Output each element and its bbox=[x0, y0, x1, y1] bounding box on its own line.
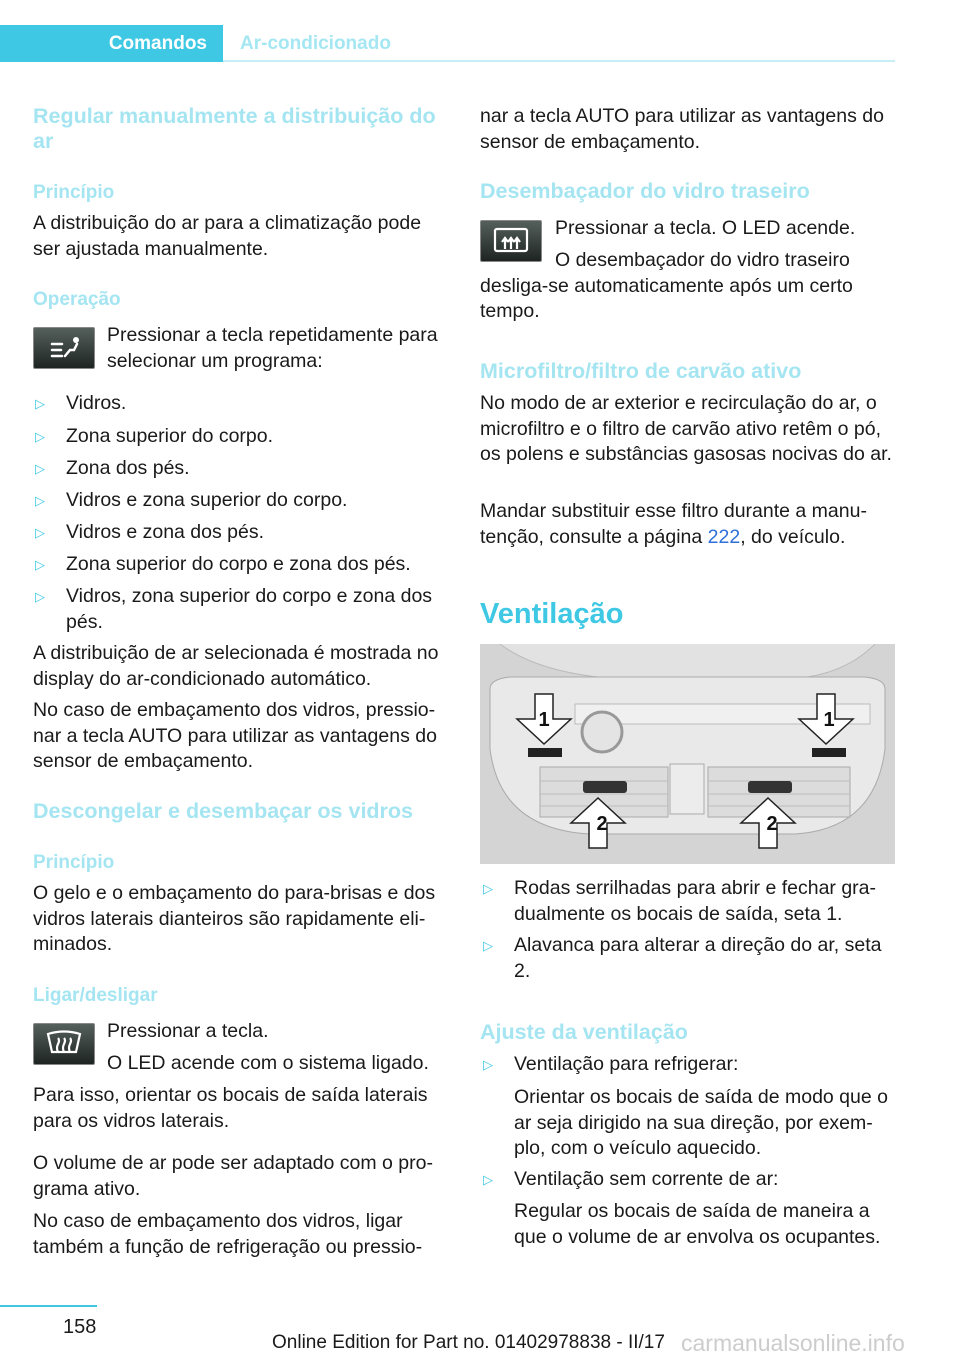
heading-ventilacao: Ventilação bbox=[480, 598, 624, 630]
air-distribution-button-icon bbox=[33, 327, 95, 369]
arrow-label-2: 2 bbox=[766, 813, 778, 835]
paragraph: No caso de embaçamento dos vidros, ligar também a função de refrigeração ou pressio- bbox=[33, 1210, 423, 1258]
list-item: Zona superior do corpo. bbox=[66, 425, 274, 447]
text: Mandar substituir esse filtro durante a manutenção, consulte a página bbox=[480, 500, 867, 548]
list-item: Zona dos pés. bbox=[66, 457, 190, 479]
paragraph: O gelo e o embaçamento do para-brisas e dos vidros laterais dianteiros são rapidamente eliminados. bbox=[33, 882, 436, 955]
list-item-label: Ventilação para refrigerar: bbox=[514, 1053, 739, 1075]
text: , do veículo. bbox=[740, 525, 846, 548]
bullet-icon: ▷ bbox=[35, 589, 45, 604]
ventilation-figure bbox=[480, 644, 895, 864]
list-item-label: Ventilação sem corrente de ar: bbox=[514, 1168, 779, 1190]
heading-principio: Princípio bbox=[33, 852, 115, 873]
list-item: Zona superior do corpo e zona dos pés. bbox=[66, 553, 411, 575]
bullet-icon: ▷ bbox=[35, 429, 45, 444]
paragraph: Pressionar a tecla. bbox=[107, 1020, 269, 1042]
heading-ligar: Ligar/desligar bbox=[33, 985, 158, 1006]
arrow-label-1: 1 bbox=[538, 709, 550, 731]
list-item: Rodas serrilhadas para abrir e fechar gradualmente os bocais de saída, seta 1. bbox=[514, 877, 877, 925]
page-link-222[interactable]: 222 bbox=[707, 525, 741, 548]
list-item: Vidros. bbox=[66, 392, 127, 414]
bullet-icon: ▷ bbox=[35, 461, 45, 476]
bullet-icon: ▷ bbox=[35, 396, 45, 411]
paragraph: A distribuição de ar selecionada é mostrada no display do ar-condicionado automático. bbox=[33, 642, 439, 690]
bullet-icon: ▷ bbox=[483, 881, 493, 896]
section-title: Ar-condicionado bbox=[240, 33, 391, 54]
watermark: carmanualsonline.info bbox=[681, 1330, 905, 1356]
paragraph: O desembaçador do vidro traseiro desliga-se automaticamente após um certo tempo. bbox=[480, 249, 853, 322]
edition-text: Online Edition for Part no. 01402978838 - II/17 bbox=[272, 1332, 665, 1353]
arrow-label-1: 1 bbox=[823, 709, 835, 731]
paragraph: Pressionar a tecla repetidamente para selecionar um programa: bbox=[107, 324, 438, 372]
heading-microfiltro: Microfiltro/filtro de carvão ativo bbox=[480, 359, 802, 383]
paragraph: A distribuição do ar para a climatização pode ser ajustada manualmente. bbox=[33, 212, 422, 260]
list-item: Alavanca para alterar a direção do ar, seta 2. bbox=[514, 934, 882, 982]
bullet-icon: ▷ bbox=[35, 525, 45, 540]
paragraph: Para isso, orientar os bocais de saída laterais para os vidros laterais. bbox=[33, 1084, 428, 1132]
bullet-icon: ▷ bbox=[483, 938, 493, 953]
paragraph: Pressionar a tecla. O LED acende. bbox=[555, 217, 856, 239]
bullet-icon: ▷ bbox=[483, 1172, 493, 1187]
paragraph: O LED acende com o sistema ligado. bbox=[107, 1052, 429, 1074]
list-item: Vidros, zona superior do corpo e zona dos pés. bbox=[66, 585, 433, 633]
heading-ajuste: Ajuste da ventilação bbox=[480, 1020, 688, 1044]
arrow-label-2: 2 bbox=[596, 813, 608, 835]
heading-descongelar: Descongelar e desembaçar os vidros bbox=[33, 799, 414, 823]
list-item-text: Regular os bocais de saída de maneira a que o volume de ar envolva os ocupantes. bbox=[514, 1200, 881, 1248]
paragraph: O volume de ar pode ser adaptado com o programa ativo. bbox=[33, 1152, 433, 1200]
paragraph: No caso de embaçamento dos vidros, pressionar a tecla AUTO para utilizar as vantagens do sensor de embaçamento. bbox=[33, 699, 437, 772]
paragraph bbox=[480, 499, 885, 550]
front-defrost-button-icon bbox=[33, 1023, 95, 1065]
heading-principio: Princípio bbox=[33, 182, 115, 203]
page-number: 158 bbox=[63, 1316, 97, 1338]
heading-regular: Regular manualmente a distribuição do ar bbox=[33, 104, 436, 153]
footer-rule bbox=[0, 1305, 97, 1307]
list-item: Vidros e zona superior do corpo. bbox=[66, 489, 348, 511]
paragraph: nar a tecla AUTO para utilizar as vantagens do sensor de embaçamento. bbox=[480, 105, 884, 153]
heading-desembacador-traseiro: Desembaçador do vidro traseiro bbox=[480, 179, 810, 203]
list-item-text: Orientar os bocais de saída de modo que o ar seja dirigido na sua direção, por exemplo, com o veículo aquecido. bbox=[514, 1086, 888, 1159]
tab-comandos[interactable]: Comandos bbox=[0, 25, 223, 62]
bullet-icon: ▷ bbox=[35, 493, 45, 508]
header-divider bbox=[223, 60, 895, 62]
paragraph: No modo de ar exterior e recirculação do ar, o microfiltro e o filtro de carvão ativo retêm o pó, os polens e substâncias gasosas nocivas do ar. bbox=[480, 392, 892, 465]
heading-operacao: Operação bbox=[33, 289, 121, 310]
bullet-icon: ▷ bbox=[483, 1057, 493, 1072]
list-item: Vidros e zona dos pés. bbox=[66, 521, 265, 543]
bullet-icon: ▷ bbox=[35, 557, 45, 572]
